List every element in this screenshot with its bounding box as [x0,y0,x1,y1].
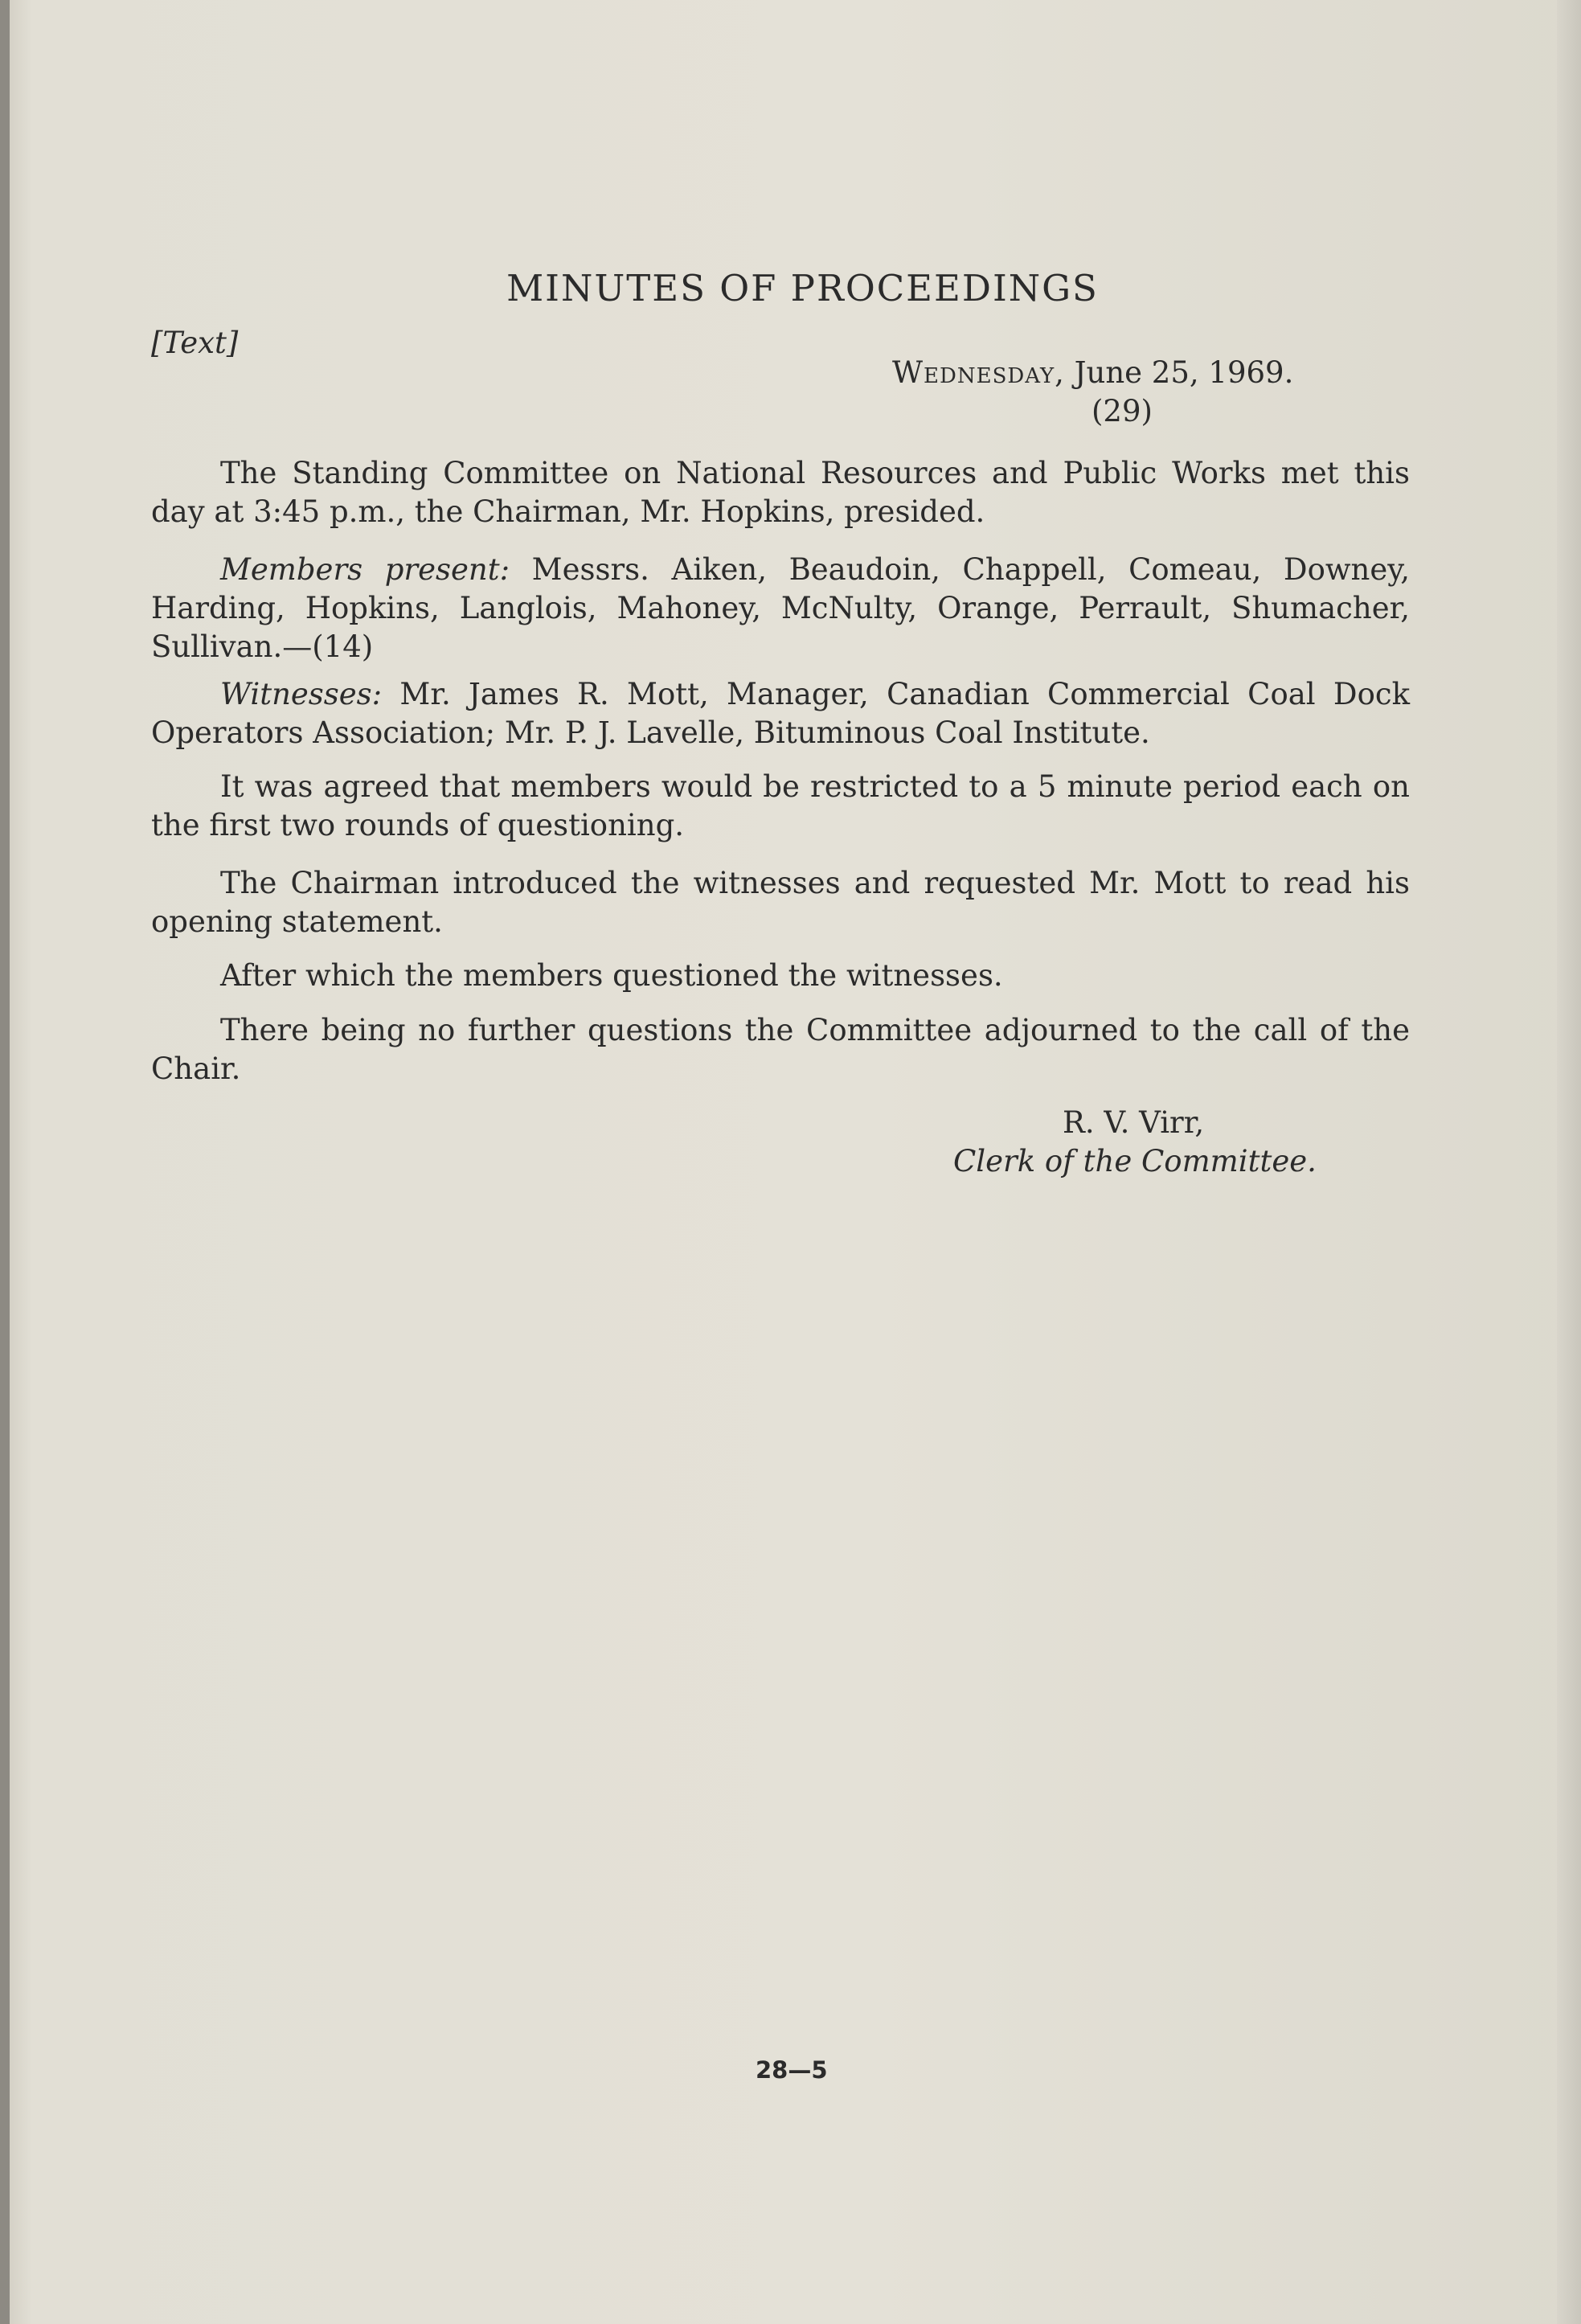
paragraph-text: The Standing Committee on National Resources and Public Works met this day at 3:45 p.m., the Chairman, Mr. Hopkins, presided. [151,456,1410,529]
paragraph-text: The Chairman introduced the witnesses and requested Mr. Mott to read his opening statement. [151,866,1410,939]
paragraph-text: Messrs. Aiken, Beaudoin, Chappell, Comeau, Downey, Harding, Hopkins, Langlois, Mahoney, McNulty, Orange, Perrault, Shumacher, Sullivan.—(14) [151,552,1410,664]
page-right-edge [1557,0,1581,2324]
paragraph-lead: Members present: [220,552,510,587]
date-line [892,355,1293,390]
signature-name: R. V. Virr, [1063,1105,1205,1140]
paragraph-opening [151,454,1410,531]
paragraph-adjournment [151,1011,1410,1088]
paragraph-text: Mr. James R. Mott, Manager, Canadian Commercial Coal Dock Operators Association; Mr. P. J. Lavelle, Bituminous Coal Institute. [151,677,1410,750]
text-label [151,326,238,360]
signature-title: Clerk of the Committee. [953,1144,1317,1178]
text-label-content: [Text] [151,326,239,360]
paragraph-introduction [151,864,1410,941]
paragraph-text: After which the members questioned the witnesses. [220,958,1003,993]
paragraph-lead: Witnesses: [220,677,383,711]
binding-edge [0,0,10,2324]
paragraph-questioning [151,957,1410,995]
paragraph-members-present [151,551,1410,666]
date-weekday: Wednesday, [892,355,1065,390]
paragraph-text: There being no further questions the Committee adjourned to the call of the Chair. [151,1013,1410,1086]
meeting-number: (29) [1092,394,1153,428]
paragraph-time-limit [151,768,1410,845]
paragraph-text: It was agreed that members would be restricted to a 5 minute period each on the first two rounds of questioning. [151,769,1410,842]
page-folio: 28—5 [756,2056,828,2084]
page-title: MINUTES OF PROCEEDINGS [506,267,1099,309]
date-rest: June 25, 1969. [1064,355,1294,390]
paragraph-witnesses [151,675,1410,752]
